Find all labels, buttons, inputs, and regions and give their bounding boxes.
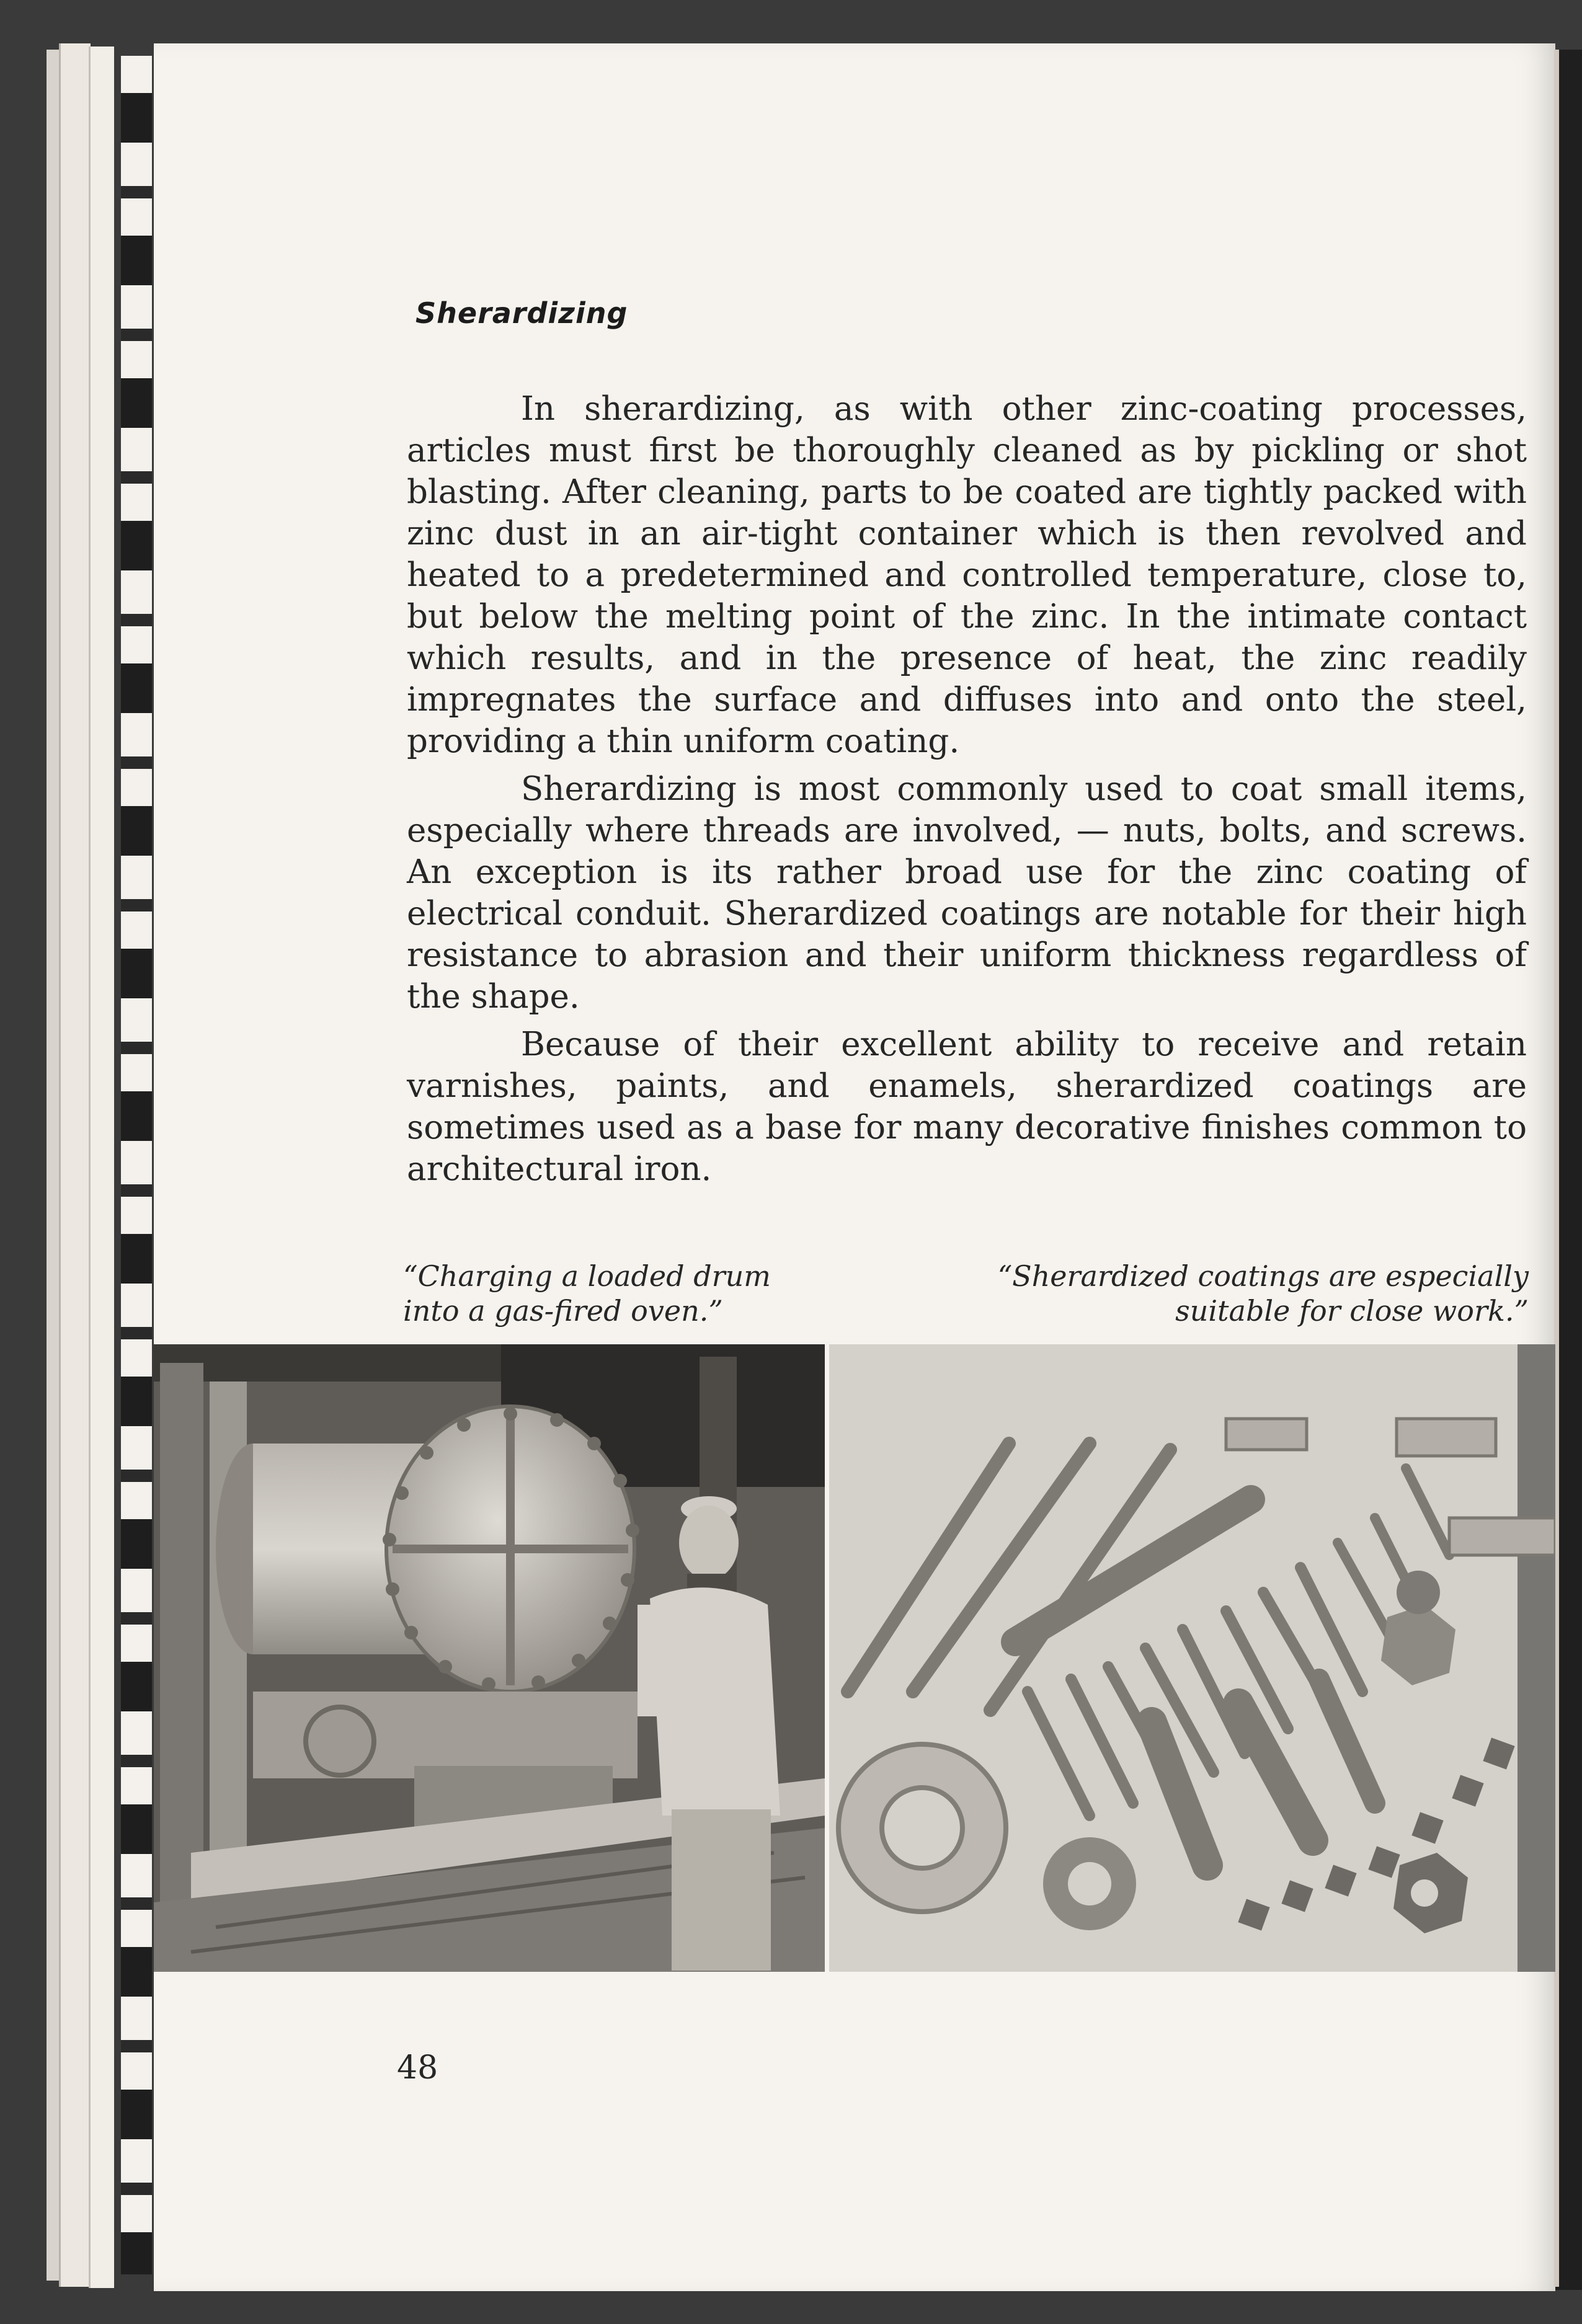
photo-caption-left <box>403 1259 874 1328</box>
paragraph: Because of their excellent ability to receive and retain varnishes, paints, and enamels, sherardized coatings are sometimes used as a base for many decorative finishes common to architectural iron. <box>407 1026 1527 1188</box>
book-cover-edge <box>1555 50 1582 2290</box>
photo-drum-oven <box>154 1344 825 1972</box>
photo-caption-right <box>967 1259 1529 1328</box>
caption-line: “Sherardized coatings are especially <box>997 1259 1529 1293</box>
page-edge <box>89 47 114 2288</box>
paragraph: Sherardizing is most commonly used to coat small items, especially where threads are involved, — nuts, bolts, and screws. An exception is its rather broad use for the zinc coating of electrical conduit. Sherardized coatings are notable for their high resistance to abrasion and their uniform thickness regardless of the shape. <box>407 770 1527 1016</box>
paragraph: In sherardizing, as with other zinc-coating processes, articles must first be thoroughly cleaned as by pickling or shot blasting. After cleaning, parts to be coated are tightly packed with zinc dust in an air-tight container which is then revolved and heated to a predetermined and controlled temperature, close to, but below the melting point of the zinc. In the intimate contact which results, and in the presence of heat, the zinc readily impregnates the surface and diffuses into and onto the steel, providing a thin uniform coating. <box>407 390 1527 760</box>
page-edge <box>47 50 59 2281</box>
section-heading: Sherardizing <box>415 296 628 330</box>
caption-line: into a gas-fired oven.” <box>403 1294 723 1328</box>
photo-fasteners <box>829 1344 1555 1972</box>
page-number: 48 <box>397 2049 438 2087</box>
page-edge-stripes <box>121 56 152 2274</box>
fasteners-illustration <box>829 1344 1555 1972</box>
body-text <box>407 388 1527 1196</box>
caption-line: “Charging a loaded drum <box>403 1259 771 1293</box>
page-edge <box>59 43 91 2287</box>
caption-line: suitable for close work.” <box>1175 1294 1529 1328</box>
drum-oven-illustration <box>154 1344 825 1972</box>
